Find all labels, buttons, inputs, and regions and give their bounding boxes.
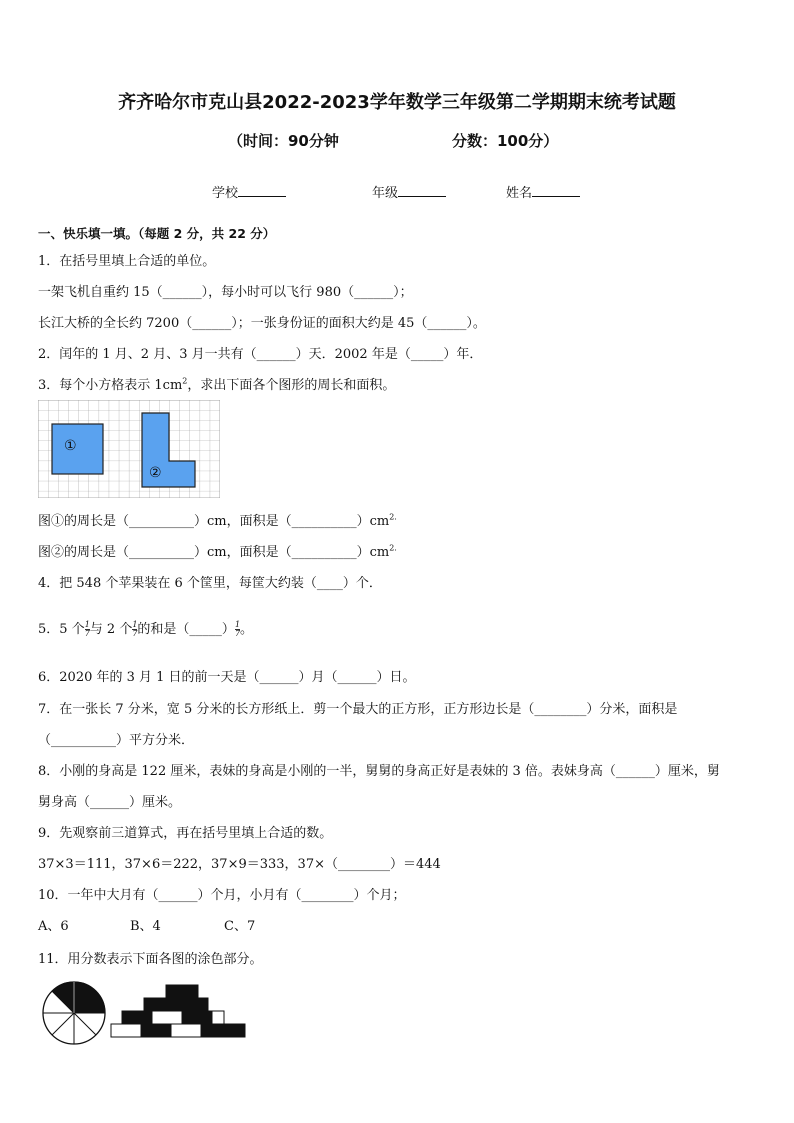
q3-stem-sup: 2	[182, 376, 188, 386]
q6-text: 6．2020 年的 3 月 1 日的前一天是（______）月（______）日。	[38, 670, 416, 685]
q3-line1-sup: 2.	[389, 512, 397, 522]
q3-stem	[38, 374, 395, 393]
exam-title: 齐齐哈尔市克山县2022-2023学年数学三年级第二学期期末统考试题	[118, 92, 676, 113]
brick	[141, 1024, 171, 1037]
q3-line1-text: 图①的周长是（__________）cm，面积是（__________）cm	[38, 514, 390, 529]
figure-1-square	[52, 424, 103, 474]
section-heading: 一、快乐填一填。（每题 2 分，共 22 分）	[38, 226, 276, 241]
q7-line2: （__________）平方分米．	[38, 733, 195, 748]
q5-part-d: 。	[240, 622, 254, 637]
q3-stem-b: ，求出下面各个图形的周长和面积。	[187, 378, 396, 393]
q1-line1: 一架飞机自重约 15（______），每小时可以飞行 980（______）；	[38, 285, 413, 300]
brick	[182, 1011, 212, 1024]
brick	[152, 1011, 182, 1024]
brick	[166, 985, 198, 998]
name-label: 姓名	[506, 186, 533, 201]
q5-part-b: 与 2 个	[89, 622, 133, 637]
brick	[176, 998, 208, 1011]
school-label: 学校	[212, 186, 239, 201]
name-field	[506, 182, 580, 201]
q10-option-b: B、4	[130, 919, 161, 934]
grade-field	[372, 182, 446, 201]
brick	[111, 1024, 141, 1037]
q9-stem: 9．先观察前三道算式，再在括号里填上合适的数。	[38, 826, 333, 841]
figure-1-label: ①	[64, 438, 77, 454]
school-field	[212, 182, 286, 201]
q1-line2: 长江大桥的全长约 7200（______）；一张身份证的面积大约是 45（______）。	[38, 316, 486, 331]
fraction: $\frac{1}{7}$	[84, 620, 90, 638]
exam-score: 分数：100分）	[452, 132, 559, 150]
fraction-circle	[40, 980, 108, 1046]
circle-shaded-part	[52, 982, 74, 1013]
q3-stem-a: 3．每个小方格表示 1cm	[38, 378, 183, 393]
q11-stem: 11．用分数表示下面各图的涂色部分。	[38, 952, 263, 967]
q5-text	[38, 618, 253, 638]
q8-line2: 舅身高（______）厘米。	[38, 795, 182, 810]
q10-option-c: C、7	[224, 919, 256, 934]
fraction: $\frac{1}{7}$	[132, 620, 138, 638]
q10-stem: 10．一年中大月有（______）个月，小月有（________）个月；	[38, 888, 406, 903]
grade-label: 年级	[372, 186, 399, 201]
brick	[231, 1024, 245, 1037]
grid-figure	[38, 400, 220, 498]
fraction: $\frac{1}{7}$	[234, 620, 241, 638]
q5-part-a: 5．5 个	[38, 622, 85, 637]
brick	[171, 1024, 201, 1037]
q3-line2	[38, 541, 397, 560]
q4-text: 4．把 548 个苹果装在 6 个筐里，每筐大约装（____）个．	[38, 576, 382, 591]
brick	[122, 1011, 152, 1024]
q10-option-a: A、6	[38, 919, 69, 934]
q3-line2-sup: 2.	[389, 543, 397, 553]
q3-line2-text: 图②的周长是（__________）cm，面积是（__________）cm	[38, 545, 390, 560]
brick	[201, 1024, 231, 1037]
brick	[144, 998, 176, 1011]
q1-stem: 1．在括号里填上合适的单位。	[38, 254, 216, 269]
brick-pyramid	[110, 984, 248, 1040]
q5-part-c: 的和是（_____）	[137, 622, 235, 637]
q8-line1: 8．小刚的身高是 122 厘米，表妹的身高是小刚的一半，舅舅的身高正好是表妹的 3 倍。表妹身高（______）厘米，舅	[38, 764, 720, 779]
q3-line1	[38, 510, 397, 529]
brick	[212, 1011, 224, 1024]
exam-time: （时间：90分钟	[228, 132, 339, 150]
q7-line1: 7．在一张长 7 分米，宽 5 分米的长方形纸上．剪一个最大的正方形，正方形边长是（________）分米，面积是	[38, 702, 678, 717]
q9-line: 37×3＝111，37×6＝222，37×9＝333，37×（________）＝444	[38, 857, 441, 872]
q2-text: 2．闰年的 1 月、2 月、3 月一共有（______）天．2002 年是（_____）年．	[38, 347, 483, 362]
figure-2-label: ②	[149, 465, 162, 481]
